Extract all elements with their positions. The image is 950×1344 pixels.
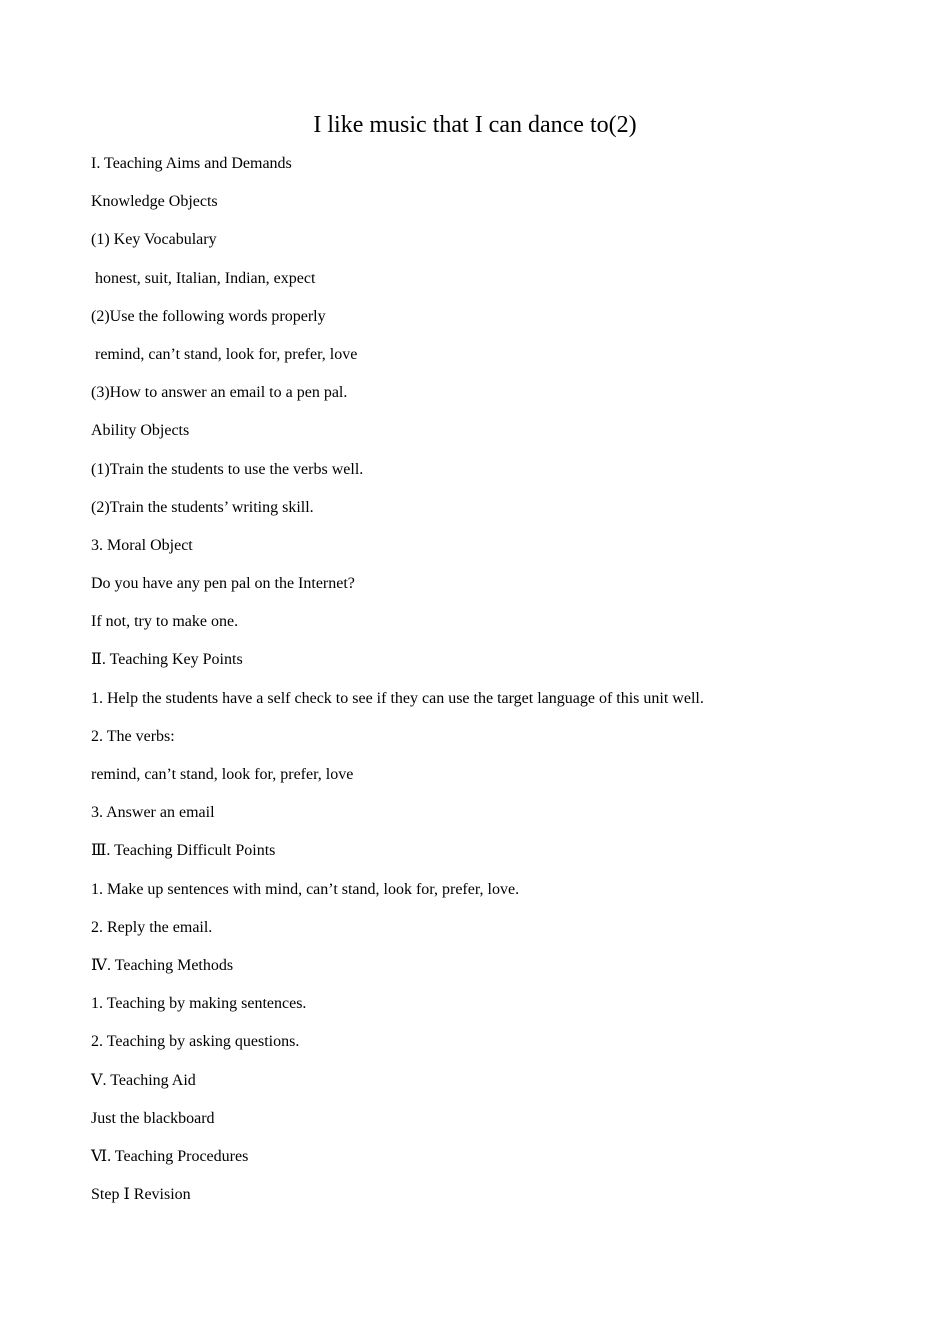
text-line: Ability Objects — [91, 422, 190, 440]
text-line: 1. Help the students have a self check to see if they can use the target language of this unit well. — [91, 689, 704, 707]
text-line: (3)How to answer an email to a pen pal. — [91, 384, 348, 402]
text-line: I. Teaching Aims and Demands — [91, 155, 292, 172]
text-line: 2. Teaching by asking questions. — [91, 1033, 300, 1051]
text-line: 3. Moral Object — [91, 536, 193, 554]
text-line: Do you have any pen pal on the Internet? — [91, 575, 355, 593]
text-line: 1. Make up sentences with mind, can’t stand, look for, prefer, love. — [91, 880, 520, 898]
text-line: 1. Teaching by making sentences. — [91, 995, 307, 1013]
text-line: 2. The verbs: — [91, 727, 175, 745]
text-line: 3. Answer an email — [91, 804, 215, 822]
text-line: Ⅴ. Teaching Aid — [91, 1071, 196, 1089]
text-line: If not, try to make one. — [91, 613, 239, 631]
text-line: (1) Key Vocabulary — [91, 231, 217, 249]
text-line: Ⅱ. Teaching Key Points — [91, 651, 243, 669]
text-line: (2)Train the students’ writing skill. — [91, 498, 314, 516]
text-line: Knowledge Objects — [91, 193, 218, 211]
text-line: Just the blackboard — [91, 1109, 215, 1127]
text-line: honest, suit, Italian, Indian, expect — [91, 269, 316, 287]
text-line: remind, can’t stand, look for, prefer, love — [91, 766, 354, 783]
text-line: Ⅵ. Teaching Procedures — [91, 1147, 249, 1165]
text-line: 2. Reply the email. — [91, 918, 213, 936]
document-title: I like music that I can dance to(2) — [313, 112, 637, 138]
text-line: (2)Use the following words properly — [91, 307, 326, 325]
text-line: Ⅲ. Teaching Difficult Points — [91, 842, 276, 860]
text-line: (1)Train the students to use the verbs well. — [91, 460, 364, 478]
text-line: Ⅳ. Teaching Methods — [91, 956, 234, 974]
document-body — [91, 153, 891, 1222]
text-line: Step Ⅰ Revision — [91, 1186, 191, 1204]
text-line: remind, can’t stand, look for, prefer, love — [91, 345, 358, 363]
